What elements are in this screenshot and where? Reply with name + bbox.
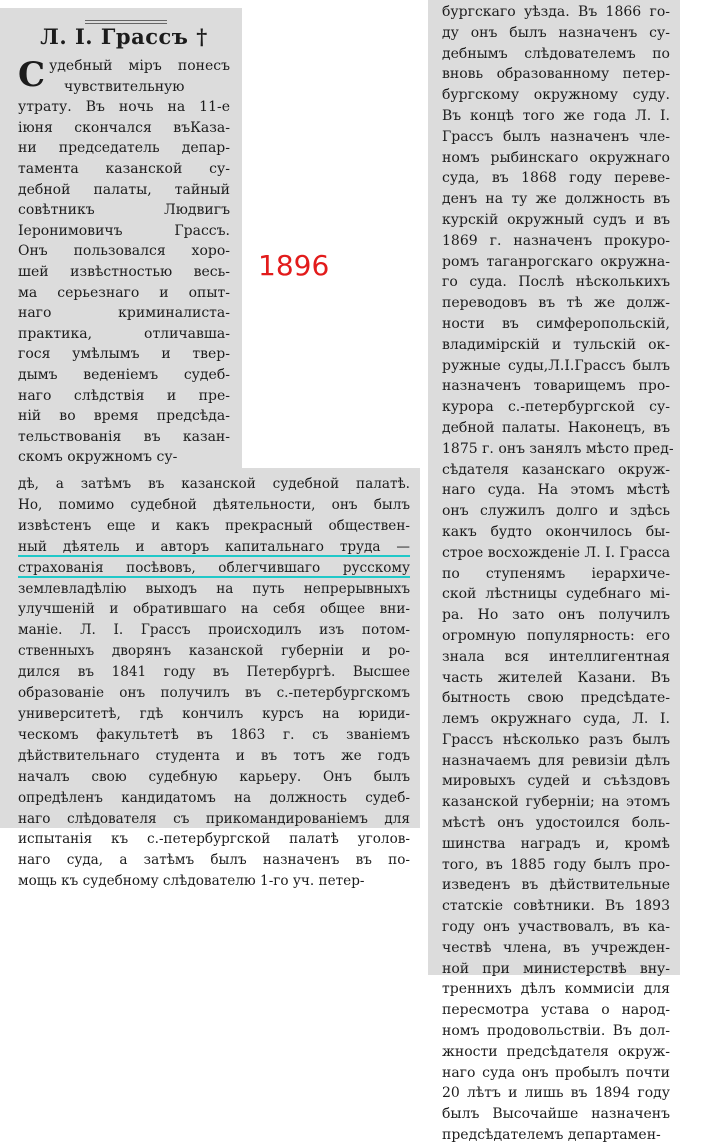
text-line: ности въ симферопольскій, (442, 315, 670, 332)
text-line (18, 558, 410, 579)
text-line (18, 537, 410, 558)
text-line: часть жителей Казани. Въ (442, 669, 670, 686)
text-line: былъ Высочайше назначенъ (442, 1106, 670, 1123)
text-line: году онъ участвовалъ, въ ка- (442, 919, 670, 936)
text-line: Іеронимовичъ Грассъ. (18, 222, 230, 239)
text-line: ма серьезнаго и опыт- (18, 284, 230, 301)
text-line: жности предсѣдателя окруж- (442, 1043, 670, 1060)
text-line: ній во время предсѣда- (18, 408, 230, 425)
text-line: дѣйствительнаго студента и въ тотъ же годъ (18, 747, 410, 764)
text-line: казанской губерніи; на этомъ (442, 794, 670, 811)
year-annotation: 1896 (258, 249, 330, 282)
drop-cap: С (18, 55, 46, 95)
text-line: строе восхожденіе Л. I. Грасса (442, 544, 671, 561)
text-line: дился въ 1841 году въ Петербургѣ. Высшее (18, 664, 410, 681)
text-line: совѣтникъ Людвигъ (18, 202, 230, 219)
text-line: вновь образованному петер- (442, 66, 670, 83)
text-line: ческомъ факультетѣ въ 1863 г. съ званіемъ (18, 726, 410, 743)
column-3-text (442, 2, 674, 1146)
text-line: пересмотра устава о народ- (442, 1002, 670, 1019)
text-line: бытность свою предсѣдате- (442, 690, 670, 707)
text-line: шей извѣстностью весь- (18, 263, 230, 280)
text-line: изведенъ въ дѣйствительные (442, 877, 670, 894)
text-line: какъ будто окончилось бы- (442, 523, 670, 540)
article-title: Л. I. Грассъ † (40, 24, 208, 49)
text-line: знала вся интеллигентная (442, 648, 670, 665)
text-line: Грассъ былъ назначенъ чле- (442, 128, 670, 145)
text-line: скомъ окружномъ су- (18, 449, 178, 466)
text-line: шинства наградъ и, кромѣ (442, 835, 670, 852)
text-line: началъ свою судебную карьеру. Онъ былъ (18, 768, 410, 785)
text-line: улучшеній и обратившаго на себя общее вни- (18, 601, 410, 618)
clipping-right (428, 0, 680, 1144)
text-line: мировыхъ судей и съѣздовъ (442, 773, 670, 790)
text-line: 1869 г. назначенъ прокуро- (442, 232, 670, 249)
text-line: Въ концѣ того же года Л. I. (442, 107, 670, 124)
text-line: наго суда. На этомъ мѣстѣ (442, 482, 670, 499)
text-line: суда, въ 1868 году переве- (442, 170, 670, 187)
text-line: испытанія къ с.-петербургской палатѣ уголов- (18, 831, 410, 848)
highlighted-text: страхованія посѣвовъ, облегчившаго русскому (18, 559, 410, 576)
text-line: извѣстенъ еще и какъ прекрасный обществен- (18, 517, 410, 534)
text-line: ра. Но зато онъ получилъ (442, 607, 670, 624)
text-line: іюня скончался въКаза- (18, 119, 230, 136)
text-line: дебной палаты, тайный (18, 181, 230, 198)
text-line: курора с.-петербургской су- (442, 399, 670, 416)
text-line: ду онъ былъ назначенъ су- (442, 24, 670, 41)
text-line: огромную популярность: его (442, 627, 670, 644)
text-line: дѣ, а затѣмъ въ казанской судебной палатѣ. (18, 476, 410, 492)
text-line: курскій окружный судъ и въ (442, 211, 670, 228)
text-line: номъ продовольствіи. Въ дол- (442, 1023, 670, 1040)
text-line: по ступенямъ іерархиче- (442, 565, 670, 582)
text-line: статскіе совѣтники. Въ 1893 (442, 898, 670, 915)
clipping-bottom (0, 468, 420, 890)
text-line: утрату. Въ ночь на 11-е (18, 99, 230, 116)
text-line: Но, помимо судебной дѣятельности, онъ былъ (18, 496, 410, 513)
text-line: ружные суды,Л.I.Грассъ былъ (442, 357, 670, 374)
text-line: предсѣдателемъ департамен- (442, 1127, 661, 1144)
text-line: опредѣленъ кандидатомъ на должность судеб- (18, 789, 410, 806)
text-line: наго криминалиста- (18, 305, 230, 322)
text-line: ни председатель депар- (18, 140, 230, 157)
text-line: маніе. Л. I. Грассъ происходилъ изъ потом- (18, 622, 410, 639)
text-line: бургскому окружному суду. (442, 87, 670, 104)
text-line: назначаемъ для ревизіи дѣлъ (442, 752, 670, 769)
text-line: мѣстѣ онъ удостоился боль- (442, 815, 670, 832)
text-line: онъ служилъ долго и здѣсь (442, 503, 670, 520)
text-line: го суда. Послѣ нѣсколькихъ (442, 274, 670, 291)
text-line: владимірскій и тульскій ок- (442, 336, 670, 353)
text-line: ромъ таганрогскаго окружна- (442, 253, 670, 270)
column-1-text (18, 56, 230, 468)
text-line: треннихъ дѣлъ коммисіи для (442, 981, 670, 998)
text-line: того, въ 1885 году былъ про- (442, 856, 670, 873)
text-line: дымъ веденіемъ судеб- (18, 366, 230, 383)
text-line: переводовъ въ тѣ же долж- (442, 295, 670, 312)
text-line: землевладѣлію выходъ на путь непрерывныхъ (18, 580, 410, 597)
text-line: наго слѣдователя съ прикомандированіемъ для (18, 810, 410, 827)
text-line: тельствованія въ казан- (18, 428, 230, 445)
text-line: практика, отличавша- (18, 325, 230, 342)
text-line: денъ на ту же должность въ (442, 191, 670, 208)
text-line: дебной палаты. Наконецъ, въ (442, 419, 670, 436)
text-line: университетѣ, гдѣ кончилъ курсъ на юриди- (18, 705, 410, 722)
text-line: чувствительную (64, 78, 185, 95)
text-line: 20 лѣтъ и лишь въ 1894 году (442, 1085, 670, 1102)
column-2-text (18, 474, 410, 892)
text-line: ственныхъ дворянъ казанской губерніи и ро- (18, 643, 410, 660)
text-line: Грассъ нѣсколько разъ былъ (442, 731, 670, 748)
text-line: Онъ пользовался хоро- (18, 243, 230, 260)
clipping-top (0, 8, 242, 468)
text-line: удебный міръ понесъ (49, 58, 230, 74)
text-line: бургскаго уѣзда. Въ 1866 го- (442, 4, 670, 20)
text-line: гося умѣлымъ и твер- (18, 346, 230, 363)
text-line: дебнымъ слѣдователемъ по (442, 45, 670, 62)
text-line: назначенъ товарищемъ про- (442, 378, 670, 395)
text-line: образованіе онъ получилъ въ с.-петербургскомъ (18, 685, 410, 702)
text-line: номъ рыбинскаго окружнаго (442, 149, 670, 166)
highlighted-text: ный дѣятель и авторъ капитальнаго труда — (18, 538, 410, 555)
text-line: чествѣ члена, въ учрежден- (442, 939, 670, 956)
text-line: наго слѣдствія и пре- (18, 387, 230, 404)
text-line: лемъ окружнаго суда, Л. I. (442, 711, 670, 728)
text-line: наго суда, а затѣмъ былъ назначенъ въ по- (18, 852, 410, 869)
text-line: тамента казанской су- (18, 160, 230, 177)
text-line: ной при министерствѣ вну- (442, 960, 670, 977)
text-line: наго суда онъ пробылъ почти (442, 1064, 670, 1081)
text-line: ской лѣстницы судебнаго мі- (442, 586, 670, 603)
title-rule (85, 20, 167, 24)
text-line: сѣдателя казанскаго окруж- (442, 461, 670, 478)
text-line: мощь къ судебному слѣдователю 1-го уч. петер- (18, 873, 365, 890)
text-line: 1875 г. онъ занялъ мѣсто пред- (442, 440, 674, 457)
